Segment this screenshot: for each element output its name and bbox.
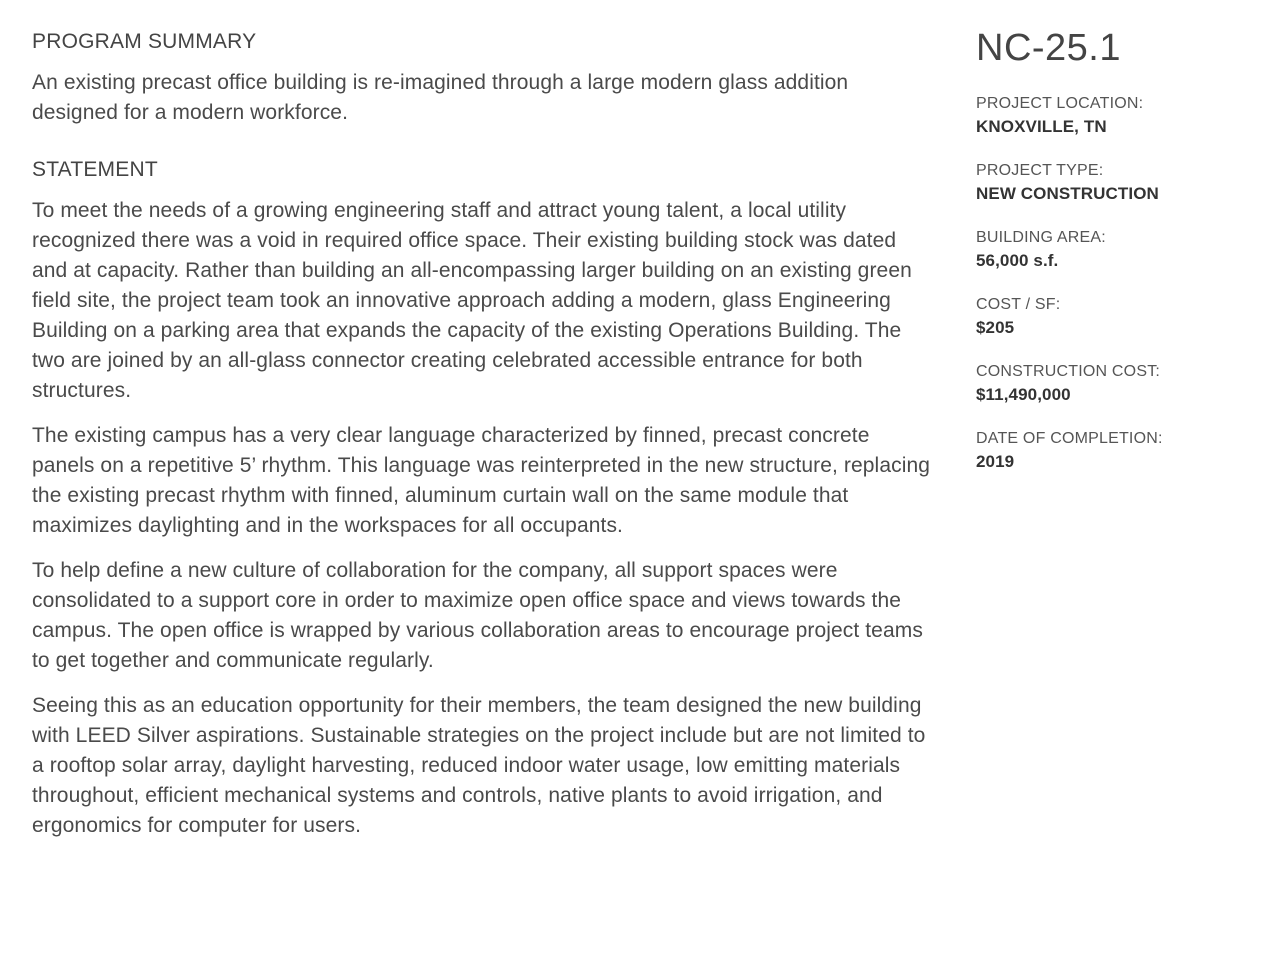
- project-code: NC-25.1: [976, 27, 1121, 69]
- fact-label: CONSTRUCTION COST:: [976, 363, 1161, 380]
- fact-construction-cost: [976, 360, 1256, 406]
- fact-value: $205: [976, 318, 1015, 337]
- fact-label: COST / SF:: [976, 296, 1061, 313]
- fact-value: 2019: [976, 452, 1015, 471]
- fact-label: PROJECT LOCATION:: [976, 95, 1144, 112]
- project-facts-sidebar: [976, 26, 1256, 494]
- statement-paragraph: To meet the needs of a growing engineering staff and attract young talent, a local utility recognized there was a void in required office space. Their existing building stock was dated and at capacity. Rather than building an all-encompassing larger building on an existing green field site, the project team took an innovative approach adding a modern, glass Engineering Building on a parking area that expands the capacity of the existing Operations Building. The two are joined by an all-glass connector creating celebrated accessible entrance for both structures.: [32, 199, 912, 402]
- fact-date-of-completion: [976, 427, 1256, 473]
- fact-label: BUILDING AREA:: [976, 229, 1106, 246]
- main-content: [32, 28, 932, 856]
- program-summary-text: An existing precast office building is re-imagined through a large modern glass addition designed for a modern workforce.: [32, 71, 849, 124]
- statement-paragraph: To help define a new culture of collaboration for the company, all support spaces were consolidated to a support core in order to maximize open office space and views towards the campus. The open office is wrapped by various collaboration areas to encourage project teams to get together and communicate regularly.: [32, 559, 923, 672]
- fact-project-type: [976, 159, 1256, 205]
- statement-heading: STATEMENT: [32, 158, 158, 181]
- program-summary-heading: PROGRAM SUMMARY: [32, 30, 257, 53]
- fact-building-area: [976, 226, 1256, 272]
- fact-value: $11,490,000: [976, 385, 1071, 404]
- fact-cost-per-sf: [976, 293, 1256, 339]
- fact-project-location: [976, 92, 1256, 138]
- fact-value: NEW CONSTRUCTION: [976, 184, 1159, 203]
- fact-label: DATE OF COMPLETION:: [976, 430, 1163, 447]
- statement-paragraph: Seeing this as an education opportunity for their members, the team designed the new building with LEED Silver aspirations. Sustainable strategies on the project include but are not limited to a rooftop solar array, daylight harvesting, reduced indoor water usage, low emitting materials throughout, efficient mechanical systems and controls, native plants to avoid irrigation, and ergonomics for computer for users.: [32, 694, 926, 837]
- fact-value: KNOXVILLE, TN: [976, 117, 1107, 136]
- fact-label: PROJECT TYPE:: [976, 162, 1104, 179]
- statement-paragraph: The existing campus has a very clear language characterized by finned, precast concrete panels on a repetitive 5’ rhythm. This language was reinterpreted in the new structure, replacing the existing precast rhythm with finned, aluminum curtain wall on the same module that maximizes daylighting and in the workspaces for all occupants.: [32, 424, 931, 537]
- fact-value: 56,000 s.f.: [976, 251, 1059, 270]
